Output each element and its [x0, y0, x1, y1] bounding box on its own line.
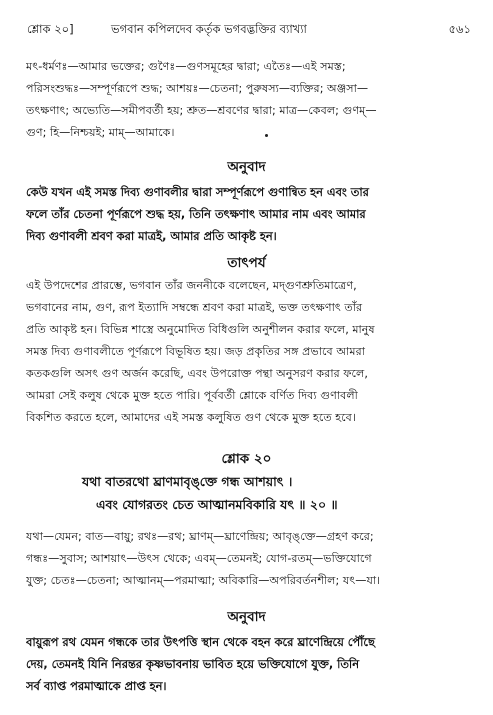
- purport-line: আমরা সেই কলুষ থেকে মুক্ত হতে পারি। পূর্ববর্তী শ্লোকে বর্ণিত দিব্য গুণাবলী: [26, 389, 358, 402]
- purport-line: এই উপদেশের প্রারম্ভে, ভগবান তাঁর জননীকে বলেছেন, মদ্‌গুণশ্রুতিমাত্রেণ,: [26, 279, 357, 292]
- translation-text-20: [26, 631, 466, 697]
- translation-heading-19: অনুবাদ: [227, 159, 266, 175]
- purport-line: প্রতি আকৃষ্ট হন। বিভিন্ন শাস্ত্রে অনুমোদিত বিধিগুলি অনুশীলন করার ফলে, মানুষ: [26, 323, 375, 336]
- verse-line-2: এবং যোগরতং চেত আত্মানমবিকারি যৎ ॥ ২০ ॥: [96, 497, 338, 512]
- verse-line-1: যথা বাতরথো ঘ্রাণমাবৃঙ্‌ক্তে গন্ধ আশয়াৎ ।: [82, 474, 293, 489]
- purport-line: ভগবানের নাম, গুণ, রূপ ইত্যাদি সম্বন্ধে শ্রবণ করা মাত্রই, ভক্ত তৎক্ষণাৎ তাঁর: [26, 301, 363, 314]
- print-speck: [265, 134, 268, 137]
- synonym-line: গুণ; হি—নিশ্চয়ই; মাম্—আমাকে।: [26, 126, 175, 139]
- translation-line: সর্ব ব্যাপ্ত পরমাত্মাকে প্রাপ্ত হন।: [26, 679, 167, 693]
- verse-number-heading: শ্লোক ২০: [221, 451, 272, 467]
- running-header: [27, 21, 471, 39]
- translation-line: ফলে তাঁর চেতনা পূর্ণরূপে শুদ্ধ হয়, তিনি তৎক্ষণাৎ আমার নাম এবং আমার: [26, 207, 366, 221]
- purport-text: [26, 275, 466, 429]
- header-chapter-title: ভগবান কপিলদেব কর্তৃক ভগবদ্ভক্তির ব্যাখ্যা: [111, 22, 307, 36]
- purport-line: সমস্ত দিব্য গুণাবলীতে পূর্ণরূপে বিভূষিত হয়। জড় প্রকৃতির সঙ্গ প্রভাবে আমরা: [26, 345, 365, 358]
- translation-line: দিব্য গুণাবলী শ্রবণ করা মাত্রই, আমার প্রতি আকৃষ্ট হন।: [26, 229, 277, 243]
- synonyms-section-20: [26, 526, 466, 592]
- translation-line: কেউ যখন এই সমস্ত দিব্য গুণাবলীর দ্বারা সম্পূর্ণরূপে গুণান্বিত হন এবং তার: [26, 185, 369, 199]
- synonym-line: পরিসংশুদ্ধঃ—সম্পূর্ণরূপে শুদ্ধ; আশয়ঃ—চেতনা; পুরুষস্য—ব্যক্তির; অঞ্জসা—: [26, 82, 369, 95]
- translation-text-19: [26, 181, 466, 247]
- synonyms-section-19: [26, 56, 466, 144]
- header-verse-ref: শ্লোক ২০]: [27, 22, 74, 36]
- verse-text: [0, 470, 493, 516]
- purport-line: বিকশিত করতে হলে, আমাদের এই সমস্ত কলুষিত গুণ থেকে মুক্ত হতে হবে।: [26, 411, 356, 424]
- synonym-line: মৎ-ধর্মণঃ—আমার ভক্তের; গুণৈঃ—গুণসমূহের দ্বারা; এতৈঃ—এই সমস্ত;: [26, 60, 346, 73]
- translation-heading-20: অনুবাদ: [227, 609, 266, 625]
- page-number: ৫৬১: [448, 22, 471, 36]
- purport-line: কতকগুলি অসৎ গুণ অর্জন করেছি, এবং উপরোক্ত পন্থা অনুসরণ করার ফলে,: [26, 367, 368, 380]
- translation-line: দেয়, তেমনই যিনি নিরন্তর কৃষ্ণভাবনায় ভাবিত হয়ে ভক্তিযোগে যুক্ত, তিনি: [26, 657, 359, 671]
- purport-heading: তাৎপর্য: [227, 255, 266, 271]
- synonym-line: যুক্ত; চেতঃ—চেতনা; আত্মানম্—পরমাত্মা; অবিকারি—অপরিবর্তনশীল; যৎ—যা।: [26, 574, 381, 587]
- synonym-line: তৎক্ষণাৎ; অভ্যেতি—সমীপবর্তী হয়; শ্রুত—শ্রবণের দ্বারা; মাত্র—কেবল; গুণম্—: [26, 104, 377, 117]
- synonym-line: গন্ধঃ—সুবাস; আশয়াৎ—উৎস থেকে; এবম্—তেমনই; যোগ-রতম্—ভক্তিযোগে: [26, 552, 372, 565]
- synonym-line: যথা—যেমন; বাত—বায়ু; রথঃ—রথ; ঘ্রাণম্—ঘ্রাণেন্দ্রিয়; আবৃঙ্‌ক্তে—গ্রহণ করে;: [26, 530, 374, 543]
- translation-line: বায়ুরূপ রথ যেমন গন্ধকে তার উৎপত্তি স্থান থেকে বহন করে ঘ্রাণেন্দ্রিয়ে পৌঁছে: [26, 635, 375, 649]
